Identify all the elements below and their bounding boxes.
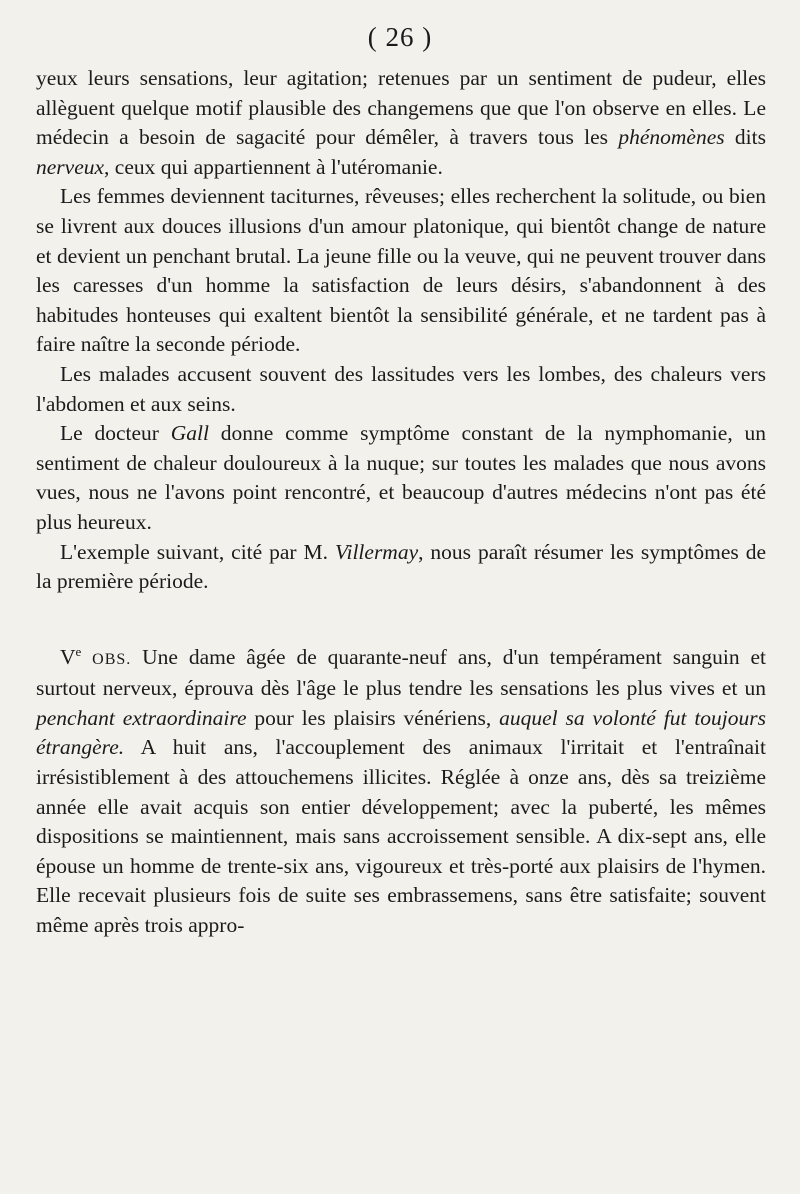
observation-paragraph: Ve OBS. Une dame âgée de quarante-neuf ans, d'un tempérament sanguin et surtout nerveux, éprouva dès l'âge le plus tendre les sensations les plus vives et un penchant extraordinaire pour les plaisirs vénériens, auquel sa volonté fut toujours étrangère. A huit ans, l'accouplement des animaux l'irritait et l'entraînait irrésistiblement à des attouchemens illicites. Réglée à onze ans, dès sa treizième année elle avait acquis son entier développement; avec la puberté, les mêmes dispositions se maintiennent, mais sans accroissement sensible. A dix-sept ans, elle épouse un homme de trente-six ans, vigoureux et très-porté aux plaisirs de l'hymen. Elle recevait plusieurs fois de suite ses embrassemens, sans être satisfaite; souvent même après trois appro- xyxy=(36,643,767,938)
paragraph-4: Le docteur Gall donne comme symptôme constant de la nymphomanie, un sentiment de chaleur douloureux à la nuque; sur toutes les malades que nous avons vues, nous ne l'avons point rencontré, et beaucoup d'autres médecins n'ont pas été plus heureux. xyxy=(36,421,766,534)
body-text xyxy=(36,64,766,941)
observation-number: V xyxy=(60,644,76,669)
paragraph-2: Les femmes deviennent taciturnes, rêveuses; elles recherchent la solitude, ou bien se livrent aux douces illusions d'un amour platonique, qui bientôt change de nature et devient un penchant brutal. La jeune fille ou la veuve, qui ne peuvent trouver dans les caresses d'un homme la satisfaction de leurs désirs, s'abandonnent à des habitudes honteuses qui exaltent bientôt la sensibilité générale, et ne tardent pas à faire naître la seconde période. xyxy=(36,184,766,357)
page-number: ( 26 ) xyxy=(367,22,433,52)
paragraph-5: L'exemple suivant, cité par M. Villermay, nous paraît résumer les symptômes de la première période. xyxy=(36,539,766,594)
paragraph-1: yeux leurs sensations, leur agitation; retenues par un sentiment de pudeur, elles allèguent quelque motif plausible des changemens que que l'on observe en elles. Le médecin a besoin de sagacité pour démêler, à travers tous les phénomènes dits nerveux, ceux qui appartiennent à l'utéromanie. xyxy=(36,66,766,179)
paragraph-3: Les malades accusent souvent des lassitudes vers les lombes, des chaleurs vers l'abdomen et aux seins. xyxy=(36,361,766,416)
observation-label: OBS. xyxy=(92,650,132,668)
section-gap xyxy=(36,597,766,643)
